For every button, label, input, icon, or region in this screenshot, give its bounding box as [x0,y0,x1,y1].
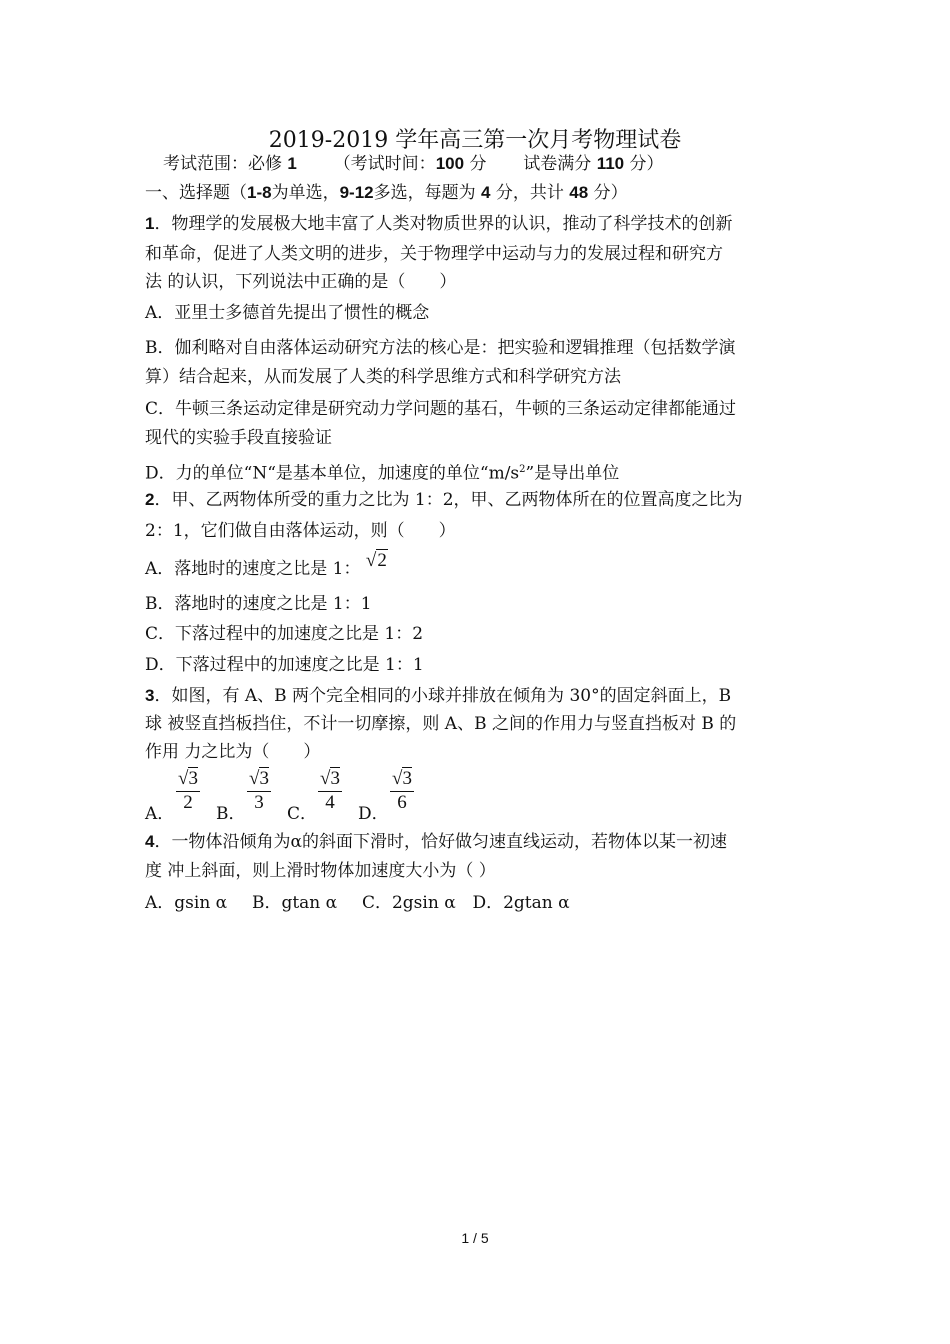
q4-text: ．一物体沿倾角为α的斜面下滑时，恰好做匀速直线运动，若物体以某一初速 [154,832,727,852]
q4-line1 [145,831,727,853]
points-text: 分，共计 [495,183,564,203]
q2-option-a [145,550,388,580]
q3-option-c-label: C． [287,804,318,824]
time-label: （考试时间： [333,154,436,174]
q1-option-d [145,459,619,485]
q4-option-c: C．2gsin α [361,893,456,913]
q2-option-a-text: A．落地时的速度之比是 1： [145,559,361,579]
q3-line1 [145,685,731,707]
radicand: 3 [330,768,340,789]
fraction-numerator: √3 [247,768,271,792]
q1-number: 1 [145,214,155,233]
q3-number: 3 [145,686,155,705]
q1-line3: 法 的认识，下列说法中正确的是（ ） [145,272,457,292]
q4-options [145,892,570,914]
q3-line3: 作用 力之比为（ ） [145,742,321,762]
q1-line2: 和革命，促进了人类文明的进步，关于物理学中运动与力的发展过程和研究方 [145,244,723,264]
fraction-numerator: √3 [390,768,414,792]
fraction-denominator: 4 [325,792,335,813]
single-text: 为单选， [271,183,340,203]
q2-line2: 2：1，它们做自由落体运动，则（ ） [145,521,456,541]
multi-range: 9-12 [339,183,374,202]
q2-line1 [145,489,743,511]
single-range: 1-8 [247,183,272,202]
fraction-numerator: √3 [176,768,200,792]
sqrt-radicand: 2 [377,550,387,571]
fraction-denominator: 6 [397,792,407,813]
fraction-numerator: √3 [318,768,342,792]
q2-text: ．甲、乙两物体所受的重力之比为 1：2，甲、乙两物体所在的位置高度之比为 [154,490,743,510]
q4-option-d: D．2gtan α [472,893,570,913]
q1-line1 [145,213,732,235]
q4-option-a: A．gsin α [145,893,228,913]
range-value: 1 [287,154,297,173]
total-value: 48 [569,183,589,202]
range-label: 考试范围：必修 [163,154,282,174]
exam-info [163,153,664,175]
page-title: 2019-2019 学年高三第一次月考物理试卷 [268,128,682,153]
page-number: 1 / 5 [461,1230,489,1246]
q3-option-b-fraction [247,768,271,814]
q1-option-c-line1: C．牛顿三条运动定律是研究动力学问题的基石，牛顿的三条运动定律都能通过 [145,399,737,419]
q3-option-b-label: B． [216,804,246,824]
q1-text: ．物理学的发展极大地丰富了人类对物质世界的认识，推动了科学技术的创新 [154,214,733,234]
q3-option-d-label: D． [358,804,389,824]
q4-option-b: B．gtan α [251,893,338,913]
q1-option-c-line2: 现代的实验手段直接验证 [145,428,332,448]
q2-number: 2 [145,490,155,509]
q2-option-c: C．下落过程中的加速度之比是 1：2 [145,624,424,644]
radicand: 3 [188,768,198,789]
section-heading [145,182,628,204]
q3-text: ．如图，有 A、B 两个完全相同的小球并排放在倾角为 30°的固定斜面上，B [154,686,732,706]
q4-line2: 度 冲上斜面，则上滑时物体加速度大小为（ ） [145,861,496,881]
q1-option-d-sup: 2 [519,464,526,475]
q3-option-c-fraction [318,768,342,814]
q2-option-d: D．下落过程中的加速度之比是 1：1 [145,655,424,675]
q3-option-d-fraction [390,768,414,814]
radicand: 3 [259,768,269,789]
multi-text: 多选，每题为 [373,183,476,203]
q1-option-b-line1: B．伽利略对自由落体运动研究方法的核心是：把实验和逻辑推理（包括数学演 [145,338,736,358]
time-value: 100 [435,154,465,173]
q1-option-a: A．亚里士多德首先提出了惯性的概念 [145,303,430,323]
radicand: 3 [402,768,412,789]
total-text: 分） [593,183,628,203]
q4-number: 4 [145,832,155,851]
q1-option-b-line2: 算）结合起来，从而发展了人类的科学思维方式和科学研究方法 [145,367,621,387]
score-unit: 分） [629,154,664,174]
q1-option-d-text: D．力的单位“N“是基本单位，加速度的单位“m/s [145,463,520,484]
sqrt-two: √2 [365,550,387,571]
time-unit: 分 [469,154,487,174]
q3-line2: 球 被竖直挡板挡住，不计一切摩擦，则 A、B 之间的作用力与竖直挡板对 B 的 [145,714,737,734]
q1-option-d-text2: ”是导出单位 [525,463,620,484]
fraction-denominator: 3 [254,792,264,813]
points-value: 4 [481,183,491,202]
q2-option-b: B．落地时的速度之比是 1：1 [145,594,372,614]
score-label: 试卷满分 [523,154,592,174]
section-prefix: 一、选择题（ [145,183,247,203]
q3-option-a-label: A． [145,804,175,824]
fraction-denominator: 2 [183,792,193,813]
score-value: 110 [596,154,625,173]
q3-option-a-fraction [176,768,200,814]
